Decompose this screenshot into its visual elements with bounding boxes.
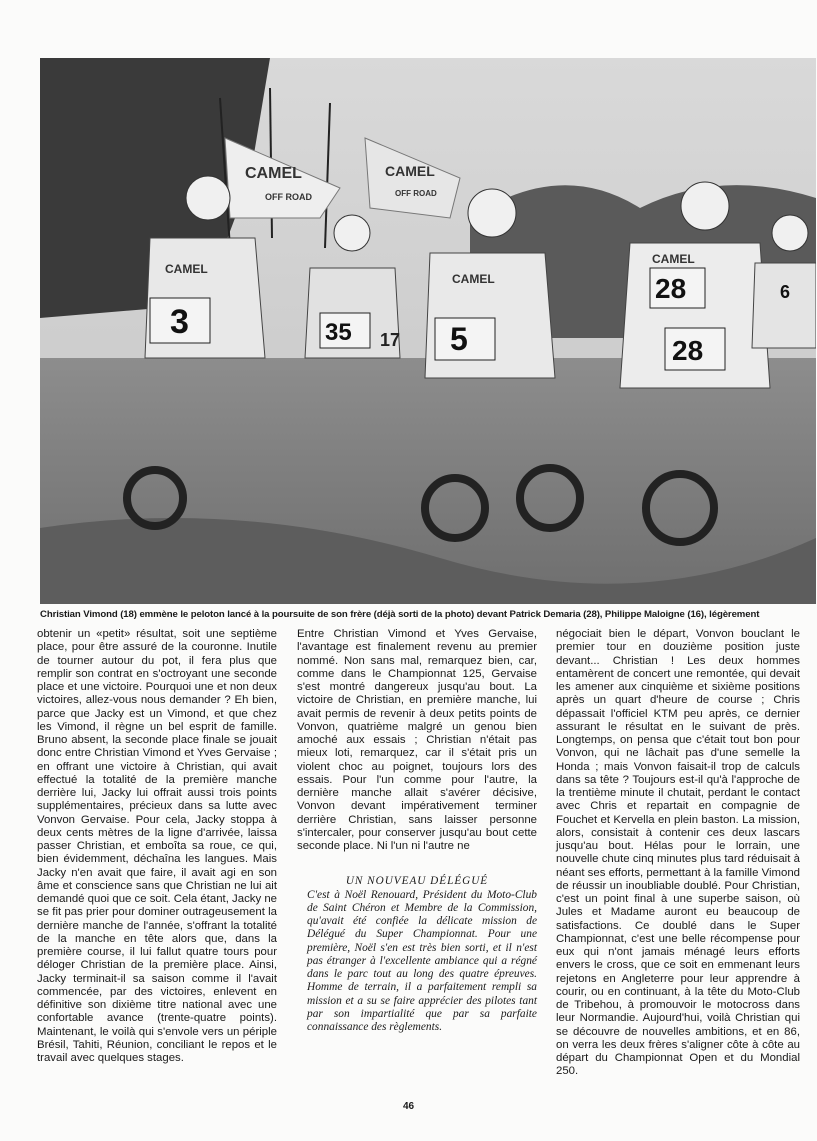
- jersey-text: CAMEL: [652, 252, 695, 266]
- race-number: 17: [380, 330, 401, 350]
- article-column-3: [556, 628, 800, 1079]
- race-number: 35: [325, 319, 352, 346]
- page-number: 46: [402, 1101, 415, 1112]
- race-number: 28: [655, 273, 687, 304]
- jersey-text: CAMEL: [452, 272, 495, 286]
- inset-text: C'est à Noël Renouard, Président du Moto-Club de Saint Chéron et Membre de la Commission, qu'avait été confiée la délicate mission de Délégué du Super Championnat. Pour une première, Noël s'en est très bien sorti, et il n'est pas étranger à l'excellente ambiance qui a régné dans le parc tout au long des quatre épreuves. Homme de terrain, il a parfaitement rempli sa mission et a su se faire apprécier des pilotes tant par son impartialité que par sa parfaite connaissance des règlements.: [307, 888, 537, 1033]
- race-number: 3: [170, 303, 189, 341]
- motocross-photo-illustration: [40, 58, 816, 604]
- race-photo: [40, 58, 816, 604]
- photo-caption: Christian Vimond (18) emmène le peloton lancé à la poursuite de son frère (déjà sorti de la photo) devant Patrick Demaria (28), Philippe Maloigne (16), légèrement: [40, 609, 760, 620]
- flag-text: OFF ROAD: [395, 189, 437, 198]
- jersey-text: CAMEL: [165, 262, 208, 276]
- flag-text: CAMEL: [385, 163, 435, 179]
- flag-text: CAMEL: [245, 165, 302, 182]
- flag-text: OFF ROAD: [265, 192, 312, 202]
- race-number: 28: [672, 335, 704, 366]
- article-column-1: [37, 628, 277, 1065]
- race-number: 5: [450, 321, 468, 357]
- column-3-text: négociait bien le départ, Vonvon bouclant le premier tour en douzième position juste devant... Christian ! Les deux hommes entamèrent de concert une remontée, qui devait les amener aux cinquième et sixième positions après un quart d'heure de course ; Chris dépassait l'officiel KTM peu après, ce dernier assurant le résultat en le suivant de près. Longtemps, on pensa que c'était tout bon pour Vonvon, qui ne lâchait pas d'une semelle la Honda ; mais Vonvon faisait-il trop de calculs dans sa tête ? Toujours est-il qu'à l'approche de la trentième minute il chutait, perdant le contact avec Chris et repartait en compagnie de Fouchet et Kervella en plein baston. La mission, alors, consistait à contenir ces deux lascars jusqu'au bout. Hélas pour le lorrain, une nouvelle chute cinq minutes plus tard réduisait à néant ses efforts, permettant à la famille Vimond de réussir un inoubliable doublé. Pour Christian, c'est un point final à une superbe saison, où Jules et Madame auront eu beaucoup de satisfactions. Ce doublé dans le Super Championnat, c'est une belle récompense pour eux qui n'ont jamais ménagé leurs efforts envers le cross, que ce soit en emmenant leurs rejetons en Angleterre pour leur apprendre à courir, ou en continuant, à la tête du Moto-Club de Tribehou, à promouvoir le motocross dans leur Normandie. Aujourd'hui, voilà Christian qui se découvre de nouvelles ambitions, et en 86, on verra les deux frères s'aligner côte à côte au départ du Championnat Open et du Mondial 250.: [556, 628, 800, 1078]
- subheading: UN NOUVEAU DÉLÉGUÉ: [345, 875, 489, 888]
- column-2-text: Entre Christian Vimond et Yves Gervaise, l'avantage est finalement revenu au premier nommé. Non sans mal, remarquez bien, car, comme dans le Championnat 125, Gervaise s'est montré dangereux jusqu'au bout. La victoire de Christian, en première manche, lui avait permis de revenir à deux petits points de Vonvon, quatrième malgré un genou bien amoché aux essais ; Christian n'était pas mieux loti, remarquez, car il s'était pris un violent choc au poignet, toujours lors des essais. Pour l'un comme pour l'autre, la dernière manche allait s'avérer décisive, Vonvon devant impérativement terminer derrière Christian, sans laisser personne s'intercaler, pour conserver jusqu'au bout cette seconde place. Ni l'un ni l'autre ne: [297, 628, 537, 852]
- race-number: 6: [780, 282, 791, 302]
- article-column-2: [297, 628, 537, 1034]
- column-1-text: obtenir un «petit» résultat, soit une septième place, pour être assuré de la couronne. Inutile de tourner autour du pot, il fera plus que remplir son contrat en s'octroyant une seconde place et une victoire. Pourquoi une et non deux victoires, allez-vous nous demander ? Eh bien, parce que Jacky est un Vimond, et que chez les Vimond, il règne un bel esprit de famille. Bruno absent, la seconde place finale se jouait donc entre Christian Vimond et Yves Gervaise ; en offrant une victoire à Christian, qui avait effectué la totalité de la première manche derrière lui, Jacky lui offrait aussi trois points supplémentaires, précieux dans sa lutte avec Vonvon Gervaise. Pour cela, Jacky stoppa à deux cents mètres de la ligne d'arrivée, laissa passer Christian, et emboîta sa roue, ce qui, bien évidemment, déchaîna les langues. Mais Jacky n'en avait que faire, il avait agi en son âme et conscience sans que Christian ne lui ait demandé quoi que ce soit. Cela étant, Jacky ne se fit pas prier pour dominer outrageusement la dernière manche de l'année, s'offrant la totalité de la manche en tête alors que, dans la première course, il lui fallut quatre tours pour déloger Christian de la première place. Ainsi, Jacky terminait-il sa saison comme il l'avait commencée, par des victoires, enlevent en définitive son dixième titre national avec une confortable avance (trente-quatre points). Maintenant, le voilà qui s'envole vers un périple Brésil, Tahiti, Réunion, conciliant le repos et le travail avec quelques stages.: [37, 628, 277, 1064]
